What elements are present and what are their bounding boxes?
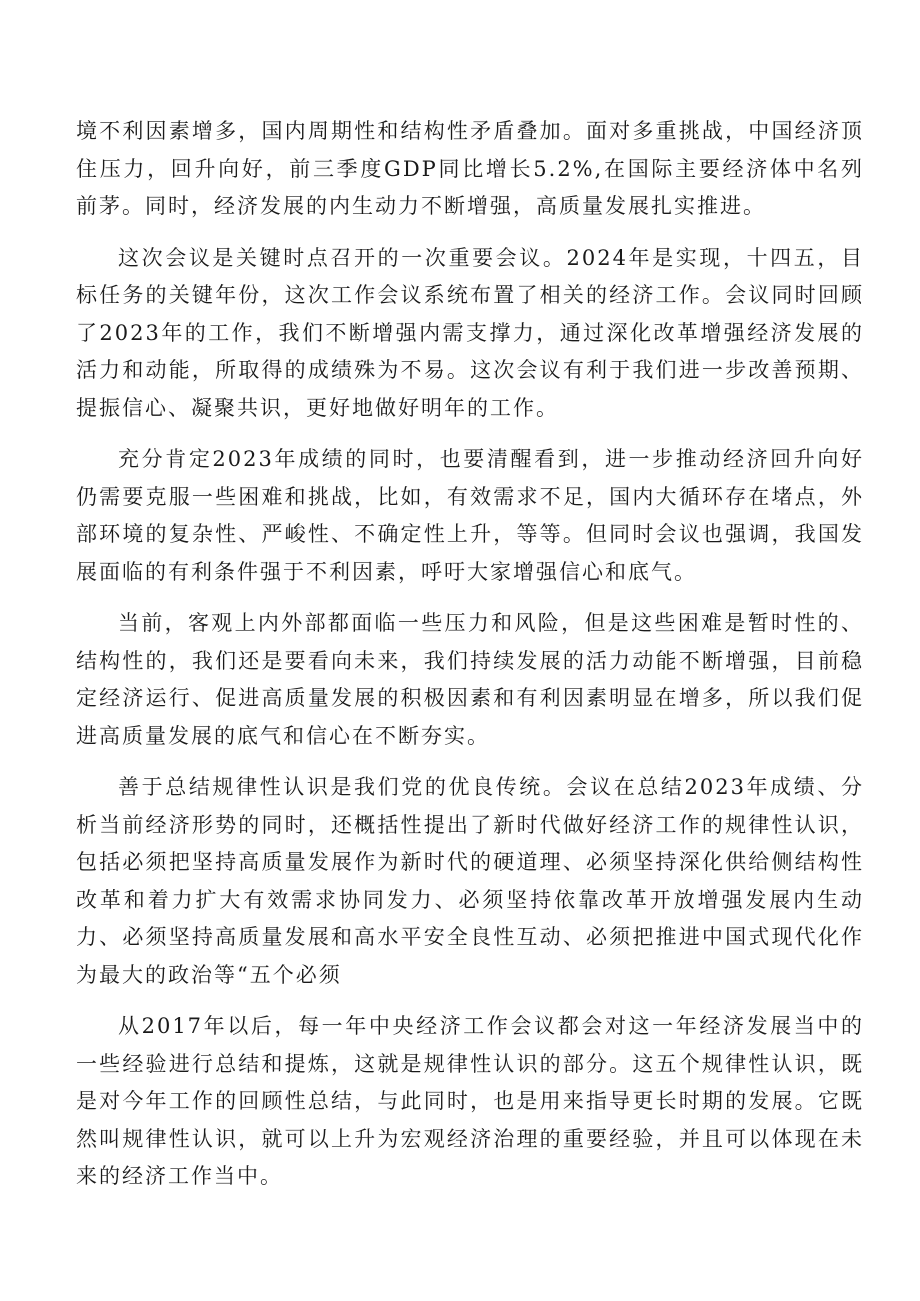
paragraph-6: 从2017年以后，每一年中央经济工作会议都会对这一年经济发展当中的一些经验进行总结和提炼，这就是规律性认识的部分。这五个规律性认识，既是对今年工作的回顾性总结，与此同时，也是用来指导更长时期的发展。它既然叫规律性认识，就可以上升为宏观经济治理的重要经验，并且可以体现在未来的经济工作当中。 bbox=[76, 1014, 864, 1188]
paragraph-1: 境不利因素增多，国内周期性和结构性矛盾叠加。面对多重挑战，中国经济顶住压力，回升向好，前三季度GDP同比增长5.2%,在国际主要经济体中名列前茅。同时，经济发展的内生动力不断增强，高质量发展扎实推进。 bbox=[76, 119, 864, 218]
paragraph-4: 当前，客观上内外部都面临一些压力和风险，但是这些困难是暂时性的、结构性的，我们还是要看向未来，我们持续发展的活力动能不断增强，目前稳定经济运行、促进高质量发展的积极因素和有利因素明显在增多，所以我们促进高质量发展的底气和信心在不断夯实。 bbox=[76, 611, 864, 748]
paragraph-3: 充分肯定2023年成绩的同时，也要清醒看到，进一步推动经济回升向好仍需要克服一些困难和挑战，比如，有效需求不足，国内大循环存在堵点，外部环境的复杂性、严峻性、不确定性上升，等等。但同时会议也强调，我国发展面临的有利条件强于不利因素，呼吁大家增强信心和底气。 bbox=[76, 447, 864, 584]
paragraph-2: 这次会议是关键时点召开的一次重要会议。2024年是实现，十四五，目标任务的关键年份，这次工作会议系统布置了相关的经济工作。会议同时回顾了2023年的工作，我们不断增强内需支撑力，通过深化改革增强经济发展的活力和动能，所取得的成绩殊为不易。这次会议有利于我们进一步改善预期、提振信心、凝聚共识，更好地做好明年的工作。 bbox=[76, 245, 864, 420]
paragraph-5: 善于总结规律性认识是我们党的优良传统。会议在总结2023年成绩、分析当前经济形势的同时，还概括性提出了新时代做好经济工作的规律性认识，包括必须把坚持高质量发展作为新时代的硬道理、必须坚持深化供给侧结构性改革和着力扩大有效需求协同发力、必须坚持依靠改革开放增强发展内生动力、必须坚持高质量发展和高水平安全良性互动、必须把推进中国式现代化作为最大的政治等“五个必须 bbox=[76, 775, 864, 987]
